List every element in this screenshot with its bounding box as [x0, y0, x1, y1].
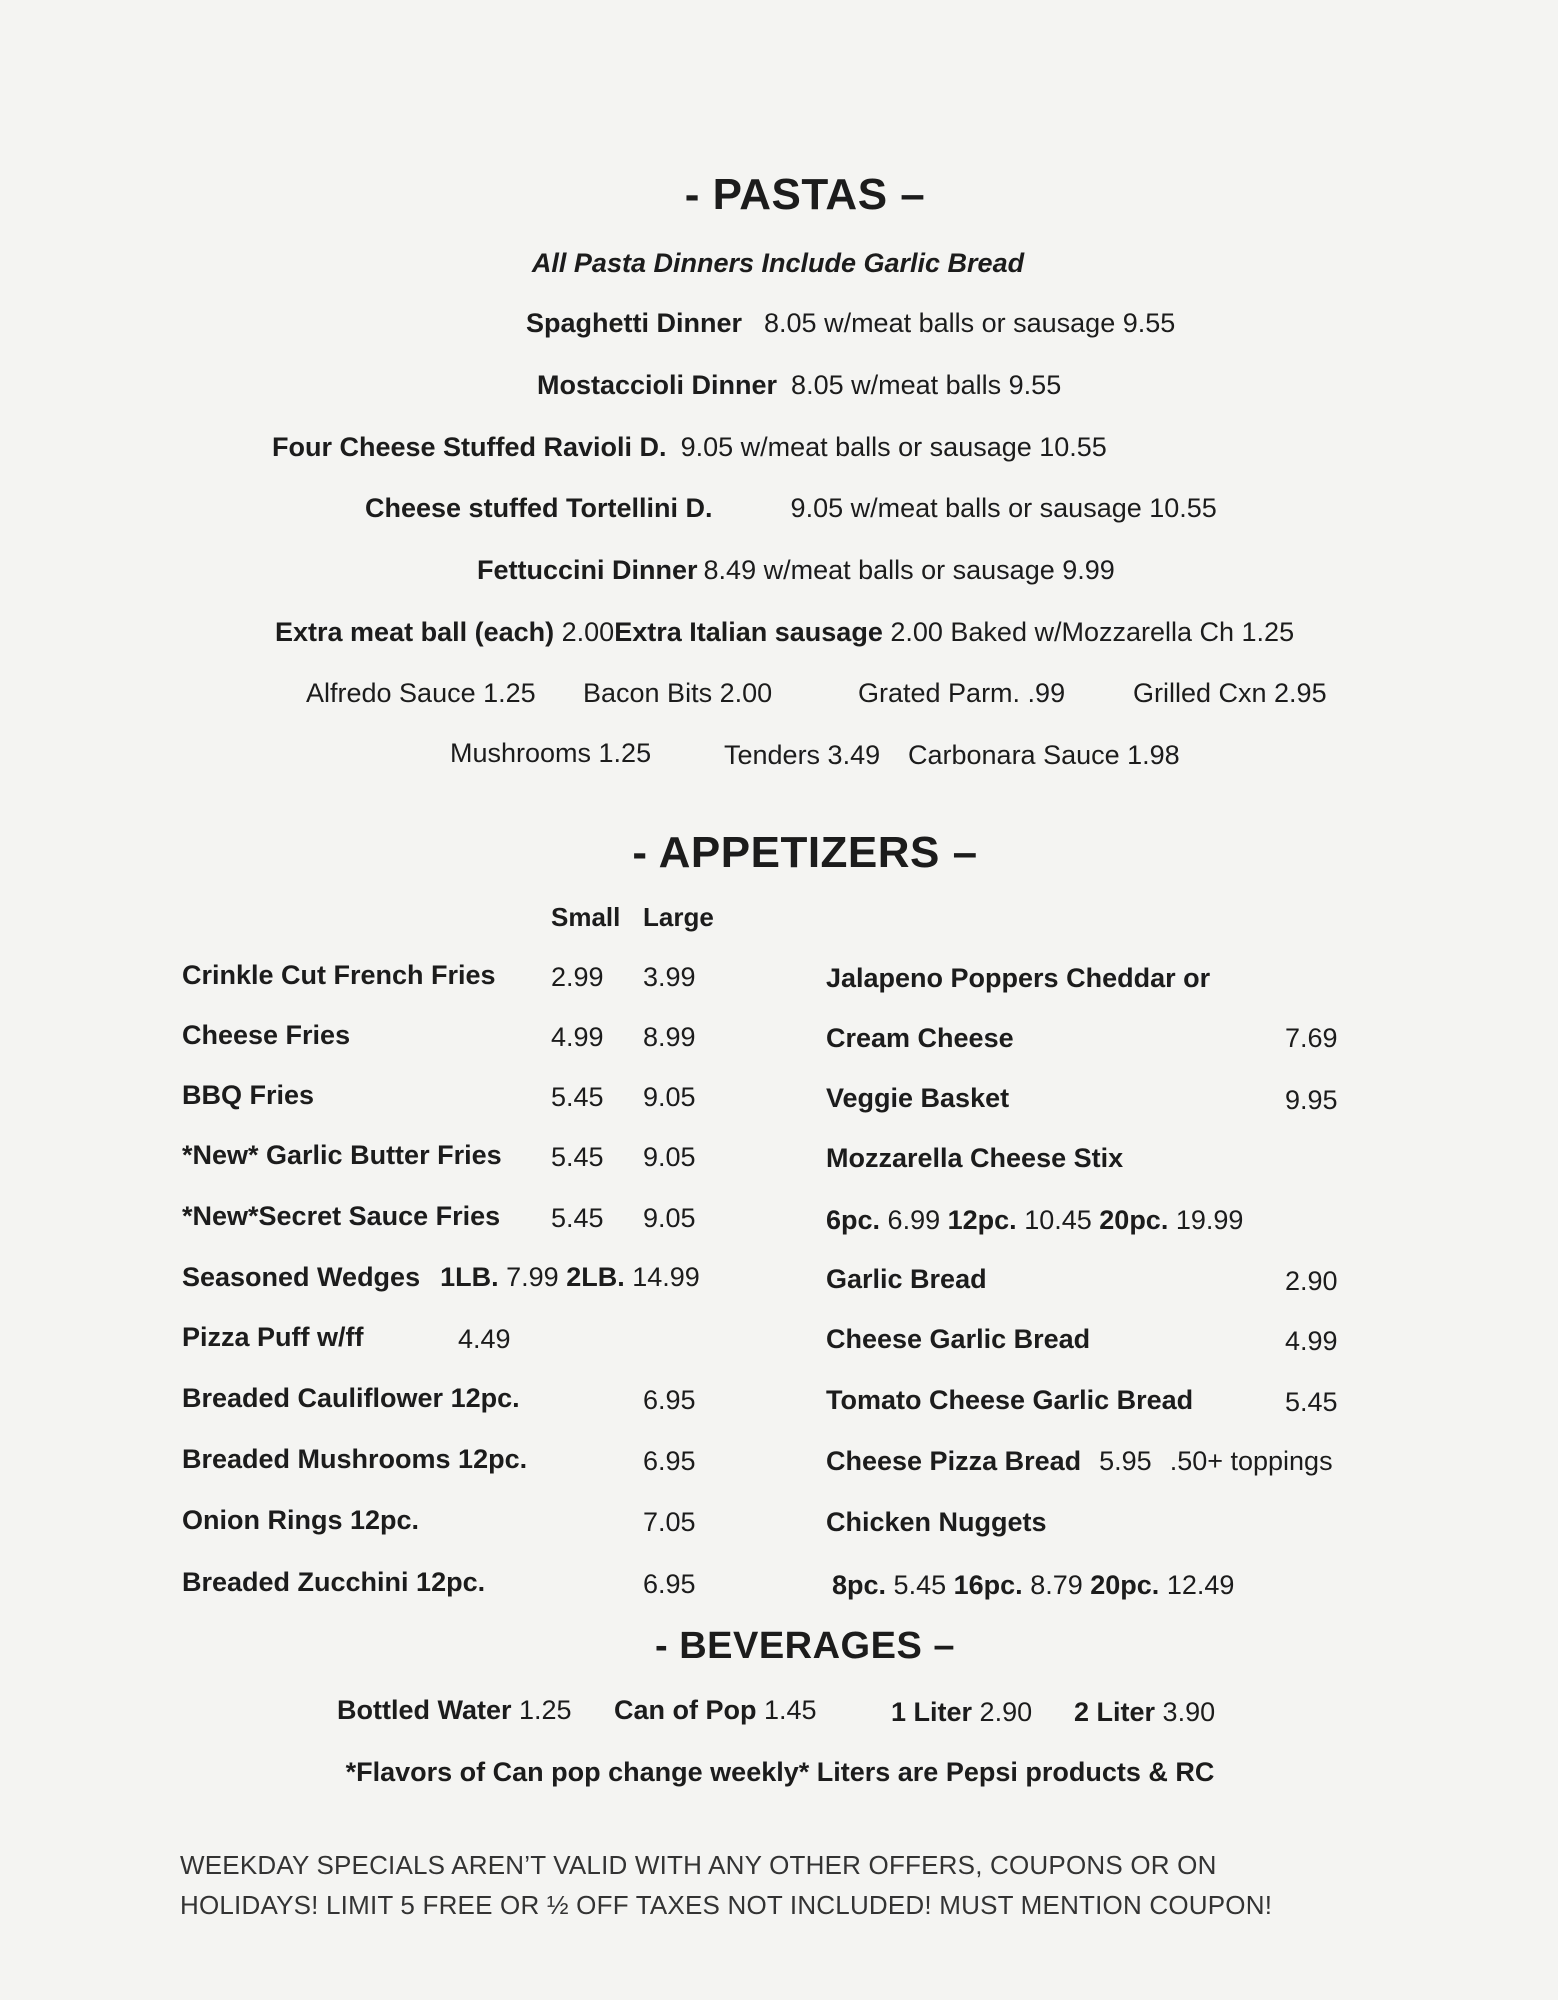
pastas-subtitle: All Pasta Dinners Include Garlic Bread: [531, 248, 1025, 278]
size-price: 5.45: [893, 1570, 947, 1600]
addon-carbonara: Carbonara Sauce 1.98: [908, 740, 1180, 770]
pasta-price: 9.05 w/meat balls or sausage 10.55: [680, 432, 1107, 462]
pasta-name: Mostaccioli Dinner: [537, 370, 778, 400]
size-price: 8.79: [1030, 1570, 1083, 1600]
size-price: 12.49: [1166, 1570, 1235, 1600]
pasta-price: 8.49 w/meat balls or sausage 9.99: [703, 555, 1115, 585]
garlic-bread-price: 2.90: [1285, 1266, 1338, 1296]
mozz-sizes: [826, 1205, 1243, 1236]
cheese-garlic-bread: Cheese Garlic Bread: [826, 1324, 1091, 1354]
col-large-header: Large: [643, 902, 714, 932]
appetizer-large-price: 9.05: [643, 1082, 696, 1112]
tomato-garlic-price: 5.45: [1285, 1387, 1338, 1417]
pizza-bread-price: 5.95: [1099, 1446, 1152, 1476]
pizza-puff-price: 4.49: [458, 1324, 511, 1354]
beverage-can-of-pop: [614, 1695, 817, 1726]
beverage-name: 1 Liter: [891, 1697, 973, 1727]
wedges-2lb-price: 14.99: [632, 1262, 700, 1292]
pasta-price: 9.05 w/meat balls or sausage 10.55: [790, 493, 1217, 523]
appetizer-price: 6.95: [643, 1569, 696, 1599]
size-label: 12pc.: [947, 1205, 1017, 1235]
appetizer-name: Seasoned Wedges: [182, 1262, 421, 1292]
beverages-heading: - BEVERAGES –: [654, 1625, 956, 1667]
pasta-line-ravioli: [272, 432, 1107, 463]
addon-bacon: Bacon Bits 2.00: [583, 678, 773, 708]
appetizer-small-price: 4.99: [551, 1022, 604, 1052]
beverages-note: *Flavors of Can pop change weekly* Liters are Pepsi products & RC: [345, 1757, 1215, 1787]
pasta-line-mostaccioli: [537, 370, 1061, 401]
appetizer-small-price: 5.45: [551, 1142, 604, 1172]
beverage-price: 1.45: [764, 1695, 817, 1725]
pasta-price: 8.05 w/meat balls or sausage 9.55: [764, 308, 1176, 338]
beverage-name: 2 Liter: [1074, 1697, 1156, 1727]
beverage-price: 3.90: [1162, 1697, 1216, 1727]
size-label: 16pc.: [953, 1570, 1023, 1600]
jalapeno-line2: Cream Cheese: [826, 1023, 1014, 1053]
appetizer-large-price: 8.99: [643, 1022, 696, 1052]
size-label: 8pc.: [832, 1570, 887, 1600]
extra-sausage-label: Extra Italian sausage: [614, 617, 883, 647]
pasta-line-tortellini: [365, 493, 1217, 524]
beverage-price: 2.90: [979, 1697, 1033, 1727]
extra-meatball-price: 2.00: [561, 617, 615, 647]
wedges-2lb-label: 2LB.: [566, 1262, 625, 1292]
beverage-price: 1.25: [519, 1695, 572, 1725]
jalapeno-price: 7.69: [1285, 1023, 1338, 1053]
pasta-name: Four Cheese Stuffed Ravioli D.: [272, 432, 667, 462]
size-price: 19.99: [1175, 1205, 1244, 1235]
addon-alfredo: Alfredo Sauce 1.25: [306, 678, 536, 708]
jalapeno-line1: Jalapeno Poppers Cheddar or: [826, 963, 1211, 993]
appetizer-name: Cheese Fries: [182, 1020, 351, 1050]
beverage-2-liter: [1074, 1697, 1215, 1728]
addon-tenders: Tenders 3.49: [724, 740, 881, 770]
appetizers-heading: - APPETIZERS –: [632, 828, 978, 877]
pizza-bread-name: Cheese Pizza Bread: [826, 1446, 1082, 1476]
veggie-price: 9.95: [1285, 1085, 1338, 1115]
pastas-heading: - PASTAS –: [684, 170, 926, 219]
addon-parm: Grated Parm. .99: [858, 678, 1066, 708]
appetizer-price: 6.95: [643, 1446, 696, 1476]
appetizer-name: Crinkle Cut French Fries: [182, 960, 496, 990]
garlic-bread: Garlic Bread: [826, 1264, 987, 1294]
appetizer-price: 6.95: [643, 1385, 696, 1415]
pasta-name: Fettuccini Dinner: [477, 555, 698, 585]
size-price: 10.45: [1024, 1205, 1092, 1235]
wedges-1lb-label: 1LB.: [440, 1262, 499, 1292]
appetizer-name: *New*Secret Sauce Fries: [182, 1201, 501, 1231]
size-label: 6pc.: [826, 1205, 881, 1235]
col-small-header: Small: [551, 902, 621, 932]
extra-meatball-label: Extra meat ball (each): [275, 617, 555, 647]
size-label: 20pc.: [1099, 1205, 1169, 1235]
addon-mushrooms: Mushrooms 1.25: [450, 738, 652, 768]
appetizer-price: 7.05: [643, 1507, 696, 1537]
appetizer-small-price: 5.45: [551, 1082, 604, 1112]
pasta-name: Cheese stuffed Tortellini D.: [365, 493, 713, 523]
appetizer-name: Onion Rings 12pc.: [182, 1505, 420, 1535]
appetizer-seasoned-wedges: [182, 1262, 700, 1293]
mozz-stix: Mozzarella Cheese Stix: [826, 1143, 1124, 1173]
beverage-bottled-water: [337, 1695, 572, 1726]
appetizer-large-price: 9.05: [643, 1203, 696, 1233]
appetizer-large-price: 9.05: [643, 1142, 696, 1172]
cheese-pizza-bread: [826, 1446, 1333, 1477]
appetizer-small-price: 2.99: [551, 962, 604, 992]
chicken-nuggets: Chicken Nuggets: [826, 1507, 1047, 1537]
size-price: 6.99: [887, 1205, 941, 1235]
pasta-line-fettuccini: [477, 555, 1115, 586]
wedges-1lb-price: 7.99: [506, 1262, 559, 1292]
extra-sausage-price: 2.00 Baked w/Mozzarella Ch 1.25: [890, 617, 1295, 647]
appetizer-name: *New* Garlic Butter Fries: [182, 1140, 502, 1170]
cheese-garlic-price: 4.99: [1285, 1326, 1338, 1356]
appetizer-name: Pizza Puff w/ff: [182, 1322, 364, 1352]
appetizer-name: Breaded Cauliflower 12pc.: [182, 1383, 520, 1413]
beverage-name: Bottled Water: [337, 1695, 512, 1725]
disclaimer-line1: WEEKDAY SPECIALS AREN’T VALID WITH ANY OTHER OFFERS, COUPONS OR ON: [180, 1850, 1217, 1880]
pasta-line-spaghetti: [526, 308, 1175, 339]
pasta-extras: [275, 617, 1294, 648]
appetizer-large-price: 3.99: [643, 962, 696, 992]
veggie-basket: Veggie Basket: [826, 1083, 1010, 1113]
tomato-garlic-bread: Tomato Cheese Garlic Bread: [826, 1385, 1194, 1415]
pasta-price: 8.05 w/meat balls 9.55: [791, 370, 1062, 400]
size-label: 20pc.: [1090, 1570, 1160, 1600]
pizza-bread-extra: .50+ toppings: [1169, 1446, 1333, 1476]
appetizer-small-price: 5.45: [551, 1203, 604, 1233]
beverage-name: Can of Pop: [614, 1695, 757, 1725]
beverage-1-liter: [891, 1697, 1032, 1728]
disclaimer-line2: HOLIDAYS! LIMIT 5 FREE OR ½ OFF TAXES NOT INCLUDED! MUST MENTION COUPON!: [180, 1890, 1273, 1920]
pasta-name: Spaghetti Dinner: [526, 308, 743, 338]
appetizer-name: Breaded Zucchini 12pc.: [182, 1567, 486, 1597]
nugget-sizes: [832, 1570, 1234, 1601]
appetizer-name: BBQ Fries: [182, 1080, 315, 1110]
appetizer-name: Breaded Mushrooms 12pc.: [182, 1444, 528, 1474]
addon-grilled-cxn: Grilled Cxn 2.95: [1133, 678, 1327, 708]
